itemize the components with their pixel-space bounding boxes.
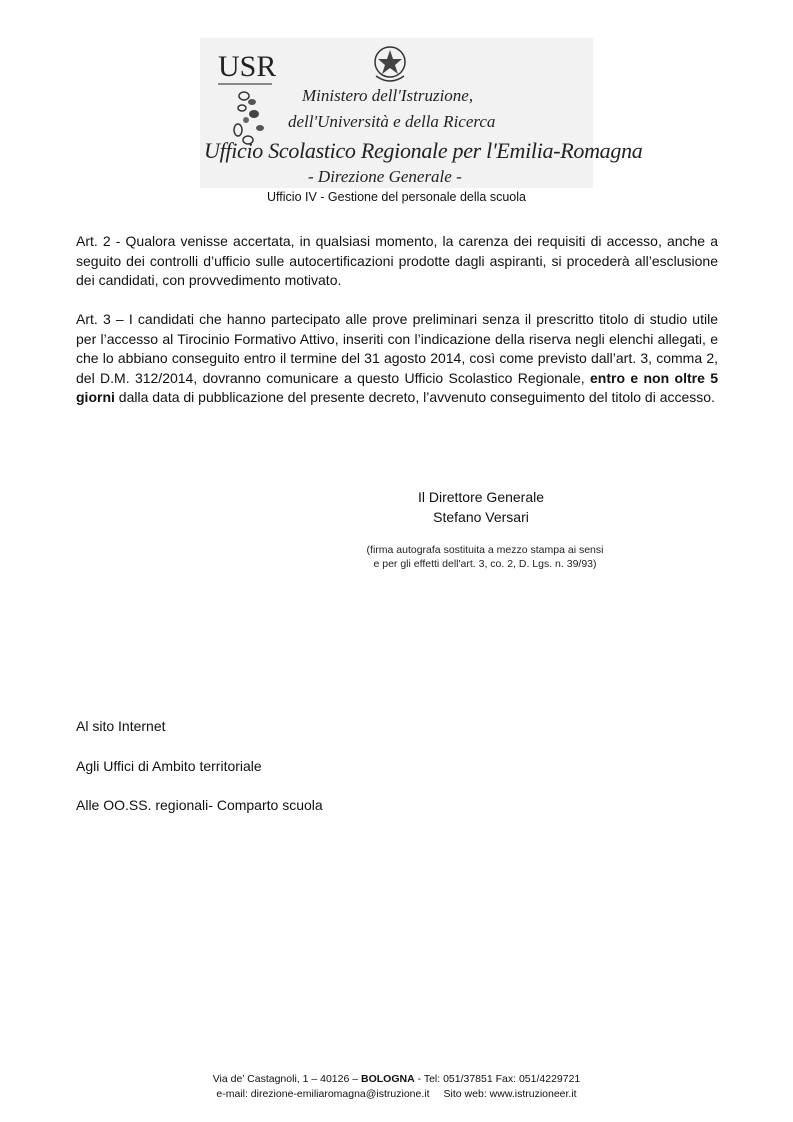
footer-phone: - Tel: 051/37851 Fax: 051/4229721 — [414, 1073, 581, 1085]
signer-name: Stefano Versari — [433, 509, 529, 525]
recipient-offices: Agli Uffici di Ambito territoriale — [76, 758, 262, 774]
signature-note-line: (firma autografa sostituita a mezzo stampa ai sensi — [366, 544, 604, 556]
article-2: Art. 2 - Qualora venisse accertata, in qualsiasi momento, la carenza dei requisiti di accesso, anche a seguito dei controlli d’ufficio sulle autocertificazioni prodotte dagli aspiranti, si procederà all’esclusione dei candidati, con provvedimento motivato. — [76, 233, 718, 289]
office-subtitle: Ufficio IV - Gestione del personale della scuola — [267, 190, 526, 204]
recipient-unions: Alle OO.SS. regionali- Comparto scuola — [76, 797, 323, 813]
article-3-text: Art. 3 – I candidati che hanno partecipato alle prove preliminari senza il prescritto titolo di studio utile per l’accesso al Tirocinio Formativo Attivo, inseriti con l’indicazione della riserva negli elenchi allegati, e che lo abbiano conseguito entro il termine del 31 agosto 2014, così come previsto dall’art. 3, comma 2, del D.M. 312/2014, dovranno comunicare a questo Ufficio Scolastico Regionale, — [76, 311, 718, 386]
footer-street: Via de’ Castagnoli, 1 – 40126 – — [212, 1073, 361, 1085]
signature-note — [330, 543, 640, 571]
university-line: dell'Università e della Ricerca — [288, 112, 496, 131]
signature-note-line: e per gli effetti dell'art. 3, co. 2, D. Lgs. n. 39/93) — [373, 558, 597, 570]
directorate-line: - Direzione Generale - — [308, 167, 462, 186]
recipient-website: Al sito Internet — [76, 718, 166, 734]
article-3-text-end: dalla data di pubblicazione del presente decreto, l’avvenuto conseguimento del titolo di accesso. — [114, 389, 715, 406]
usr-logo-text: USR — [218, 50, 276, 83]
italian-republic-emblem — [372, 42, 408, 84]
footer-address — [0, 1073, 793, 1085]
signer-title: Il Direttore Generale — [417, 489, 545, 505]
footer-website: Sito web: www.istruzioneer.it — [443, 1088, 577, 1100]
footer-city: BOLOGNA — [361, 1073, 415, 1085]
article-3 — [76, 310, 718, 408]
footer-contacts — [0, 1088, 793, 1100]
letterhead — [200, 38, 643, 188]
footer-email: e-mail: direzione-emiliaromagna@istruzione.it — [216, 1088, 430, 1100]
regional-office-line: Ufficio Scolastico Regionale per l'Emilia-Romagna — [204, 138, 643, 163]
article-3-deadline: entro e non oltre 5 giorni — [76, 369, 718, 406]
ministry-line: Ministero dell'Istruzione, — [302, 86, 474, 105]
